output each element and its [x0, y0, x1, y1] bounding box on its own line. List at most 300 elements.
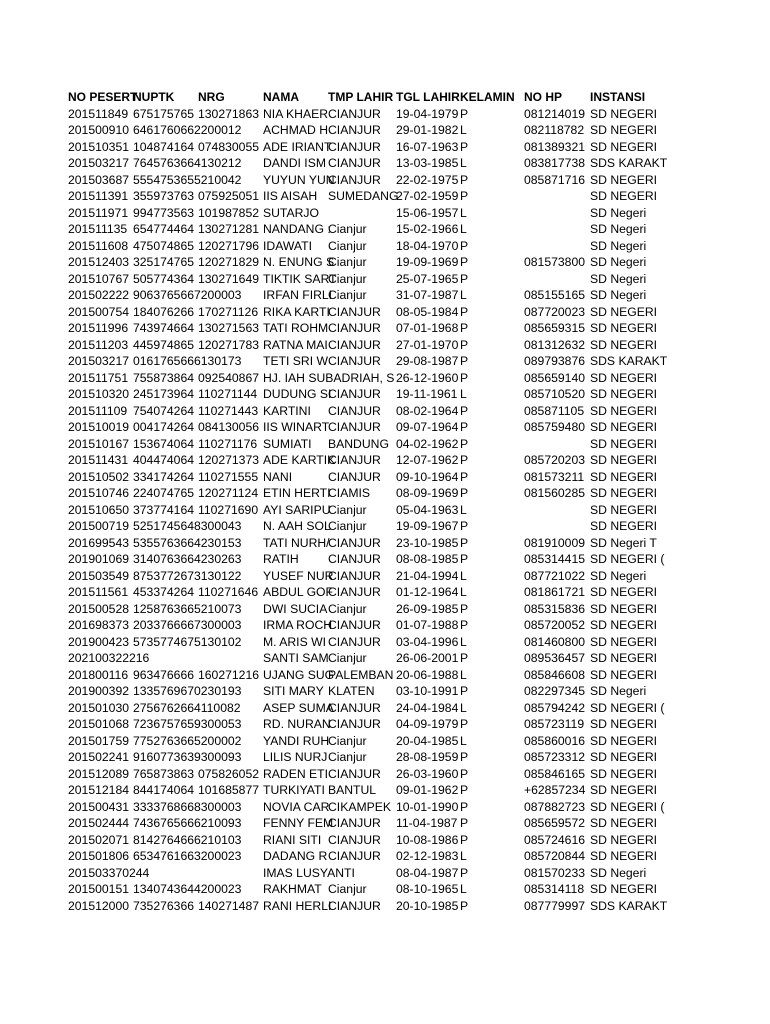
cell-nuptk[interactable]: 334174264	[133, 469, 195, 484]
header-tgl-lahir[interactable]: TGL LAHIR	[396, 90, 460, 104]
cell-nrg[interactable]: 075925051	[198, 189, 260, 203]
cell-no-peserta[interactable]: 201500528	[68, 601, 130, 616]
cell-kelamin[interactable]: L	[460, 882, 467, 896]
cell-nuptk[interactable]: 104874164	[133, 139, 195, 154]
cell-tgl-lahir[interactable]: 23-10-1985	[396, 535, 459, 550]
cell-nama[interactable]: IRFAN FIRLI	[263, 288, 333, 302]
cell-nrg[interactable]: 074830055	[198, 139, 260, 154]
cell-kelamin[interactable]: P	[460, 783, 469, 797]
cell-tmp-lahir[interactable]: CIANJUR	[328, 106, 381, 121]
cell-instansi[interactable]: SD Negeri	[590, 865, 647, 880]
cell-no-peserta[interactable]: 201503687	[68, 172, 130, 187]
cell-nama[interactable]: SUTARJO	[263, 205, 319, 220]
cell-instansi[interactable]: SD NEGERI	[590, 403, 658, 418]
cell-no-peserta[interactable]: 201512184	[68, 783, 130, 797]
cell-instansi[interactable]: SD NEGERI	[590, 519, 658, 533]
cell-instansi[interactable]: SDS KARAKT	[590, 156, 668, 170]
cell-tmp-lahir[interactable]: CIANJUR	[328, 618, 381, 632]
cell-tgl-lahir[interactable]: 26-03-1960	[396, 766, 459, 781]
cell-kelamin[interactable]: P	[460, 750, 469, 764]
cell-no-hp[interactable]: 082297345	[524, 684, 586, 698]
cell-nama[interactable]: RAKHMAT	[263, 882, 322, 896]
cell-instansi[interactable]: SD NEGERI	[590, 849, 658, 863]
cell-tgl-lahir[interactable]: 04-09-1979	[396, 717, 459, 731]
cell-tmp-lahir[interactable]: CIANJUR	[328, 139, 381, 154]
cell-nrg[interactable]: 130271281	[198, 222, 260, 236]
cell-nrg[interactable]: 120271373	[198, 453, 260, 467]
cell-nama[interactable]: NIA KHAER	[263, 106, 329, 121]
cell-nrg[interactable]: 084130056	[198, 420, 260, 434]
cell-tgl-lahir[interactable]: 20-10-1985	[396, 898, 459, 913]
cell-kelamin[interactable]: P	[460, 238, 469, 253]
cell-nuptk[interactable]: 754074264	[133, 403, 195, 418]
cell-nuptk[interactable]: 5554753655210042	[133, 172, 242, 187]
cell-no-hp[interactable]: 087721022	[524, 568, 586, 583]
cell-nuptk[interactable]: 373774164	[133, 502, 195, 517]
cell-instansi[interactable]: SD NEGERI	[590, 189, 658, 203]
cell-tmp-lahir[interactable]: CIANJUR	[328, 535, 381, 550]
cell-no-hp[interactable]: 085860016	[524, 733, 586, 748]
cell-tmp-lahir[interactable]: Cianjur	[328, 651, 367, 665]
cell-kelamin[interactable]: P	[460, 255, 469, 269]
cell-nama[interactable]: NANDANG :	[263, 222, 331, 236]
cell-tgl-lahir[interactable]: 26-06-2001	[396, 651, 459, 665]
cell-nuptk[interactable]: 5735774675130102	[133, 634, 242, 649]
cell-nrg[interactable]: 075826052	[198, 766, 260, 781]
cell-instansi[interactable]: SD NEGERI	[590, 882, 658, 896]
cell-nuptk[interactable]: 8142764666210103	[133, 832, 242, 847]
cell-no-hp[interactable]: 085315836	[524, 601, 586, 616]
cell-no-peserta[interactable]: 201500431	[68, 799, 130, 814]
cell-instansi[interactable]: SD NEGERI	[590, 387, 658, 401]
cell-no-peserta[interactable]: 201511431	[68, 453, 129, 467]
cell-kelamin[interactable]: P	[460, 816, 469, 830]
cell-nuptk[interactable]: 7752763665200002	[133, 733, 242, 748]
cell-no-hp[interactable]: 087779997	[524, 898, 586, 913]
cell-nrg[interactable]: 101987852	[198, 205, 260, 220]
cell-no-hp[interactable]: 085794242	[524, 700, 586, 715]
cell-kelamin[interactable]: P	[460, 717, 469, 731]
cell-no-hp[interactable]: 085720052	[524, 618, 586, 632]
cell-instansi[interactable]: SDS KARAKT	[590, 898, 668, 913]
cell-tgl-lahir[interactable]: 29-08-1987	[396, 354, 459, 368]
cell-nama[interactable]: HJ. IAH SUBADRIAH, S	[263, 370, 395, 385]
cell-tmp-lahir[interactable]: CIANJUR	[328, 403, 381, 418]
cell-tgl-lahir[interactable]: 22-02-1975	[396, 172, 459, 187]
cell-no-peserta[interactable]: 201510019	[68, 420, 130, 434]
cell-tgl-lahir[interactable]: 19-09-1967	[396, 519, 459, 533]
cell-no-peserta[interactable]: 201900423	[68, 634, 130, 649]
cell-no-hp[interactable]: 083817738	[524, 156, 586, 170]
cell-nuptk[interactable]: 6534761663200023	[133, 849, 242, 863]
cell-kelamin[interactable]: P	[460, 651, 469, 665]
cell-nuptk[interactable]: 963476666	[133, 667, 195, 682]
cell-no-peserta[interactable]: 201502222	[68, 288, 130, 302]
cell-no-peserta[interactable]: 201510167	[68, 436, 130, 451]
cell-tmp-lahir[interactable]: CIANJUR	[328, 552, 381, 566]
cell-instansi[interactable]: SD NEGERI	[590, 733, 658, 748]
cell-no-peserta[interactable]: 201511608	[68, 238, 129, 253]
cell-nama[interactable]: ADE IRIANT	[263, 139, 332, 154]
cell-instansi[interactable]: SD NEGERI	[590, 469, 658, 484]
cell-instansi[interactable]: SD NEGERI	[590, 172, 658, 187]
cell-kelamin[interactable]: L	[460, 568, 467, 583]
cell-nuptk[interactable]: 7236757659300053	[133, 717, 242, 731]
cell-no-peserta[interactable]: 201511996	[68, 321, 129, 335]
cell-nuptk[interactable]: 765873863	[133, 766, 195, 781]
cell-kelamin[interactable]: P	[460, 832, 469, 847]
cell-tmp-lahir[interactable]: Cianjur	[328, 882, 367, 896]
cell-instansi[interactable]: SD Negeri T	[590, 535, 657, 550]
cell-kelamin[interactable]: P	[460, 601, 469, 616]
cell-no-hp[interactable]: 085659315	[524, 321, 586, 335]
cell-no-hp[interactable]: 081389321	[524, 139, 586, 154]
cell-tgl-lahir[interactable]: 03-10-1991	[396, 684, 459, 698]
cell-tmp-lahir[interactable]: CIANJUR	[328, 634, 381, 649]
cell-instansi[interactable]: SD Negeri	[590, 205, 647, 220]
cell-no-hp[interactable]: 081214019	[524, 106, 586, 121]
cell-kelamin[interactable]: P	[460, 403, 469, 418]
cell-nama[interactable]: RATIH	[263, 552, 299, 566]
cell-no-hp[interactable]: 085723312	[524, 750, 586, 764]
cell-nuptk[interactable]: 1340743644200023	[133, 882, 242, 896]
cell-nuptk[interactable]: 0161765666130173	[133, 354, 242, 368]
cell-tmp-lahir[interactable]: CIANJUR	[328, 321, 381, 335]
header-instansi[interactable]: INSTANSI	[590, 90, 646, 104]
cell-tgl-lahir[interactable]: 29-01-1982	[396, 123, 459, 137]
cell-kelamin[interactable]: L	[460, 849, 467, 863]
cell-nuptk[interactable]: 445974865	[133, 337, 195, 352]
cell-tgl-lahir[interactable]: 04-02-1962	[396, 436, 459, 451]
cell-instansi[interactable]: SD NEGERI	[590, 304, 658, 319]
cell-no-peserta[interactable]: 201500719	[68, 519, 130, 533]
header-no-peserta[interactable]: NO PESERT	[68, 90, 138, 104]
cell-kelamin[interactable]: P	[460, 684, 469, 698]
cell-nama[interactable]: RATNA MAI	[263, 337, 328, 352]
cell-tmp-lahir[interactable]: PALEMBAN	[328, 667, 394, 682]
cell-no-hp[interactable]: 081312632	[524, 337, 586, 352]
cell-tgl-lahir[interactable]: 16-07-1963	[396, 139, 459, 154]
cell-nama[interactable]: FENNY FEM	[263, 816, 334, 830]
cell-nuptk[interactable]: 1335769670230193	[133, 684, 242, 698]
cell-tmp-lahir[interactable]: CIANJUR	[328, 766, 381, 781]
cell-instansi[interactable]: SD NEGERI	[590, 783, 658, 797]
cell-nama[interactable]: TIKTIK SART	[263, 271, 337, 286]
cell-nuptk[interactable]: 3333768668300003	[133, 799, 242, 814]
cell-no-peserta[interactable]: 201512000	[68, 898, 130, 913]
cell-tmp-lahir[interactable]: SUMEDANG	[328, 189, 399, 203]
cell-tgl-lahir[interactable]: 19-04-1979	[396, 106, 459, 121]
cell-tgl-lahir[interactable]: 20-04-1985	[396, 733, 459, 748]
cell-no-peserta[interactable]: 201502241	[68, 750, 130, 764]
cell-tgl-lahir[interactable]: 26-12-1960	[396, 370, 459, 385]
cell-instansi[interactable]: SD NEGERI	[590, 717, 658, 731]
cell-kelamin[interactable]: L	[460, 205, 467, 220]
cell-nuptk[interactable]: 9063765667200003	[133, 288, 242, 302]
cell-kelamin[interactable]: P	[460, 519, 469, 533]
cell-nuptk[interactable]: 355973763	[133, 189, 195, 203]
cell-tmp-lahir[interactable]: CIANJUR	[328, 849, 381, 863]
cell-nama[interactable]: YUSEF NUR	[263, 568, 334, 583]
cell-kelamin[interactable]: P	[460, 898, 469, 913]
cell-tgl-lahir[interactable]: 13-03-1985	[396, 156, 459, 170]
cell-tmp-lahir[interactable]: CIANJUR	[328, 898, 381, 913]
cell-nrg[interactable]: 130271563	[198, 321, 260, 335]
cell-nrg[interactable]: 110271646	[198, 585, 259, 599]
cell-nama[interactable]: SANTI SAM	[263, 651, 329, 665]
cell-instansi[interactable]: SD Negeri	[590, 684, 647, 698]
cell-tgl-lahir[interactable]: 08-08-1985	[396, 552, 459, 566]
cell-nama[interactable]: IIS WINART	[263, 420, 330, 434]
cell-instansi[interactable]: SD NEGERI	[590, 750, 658, 764]
cell-nama[interactable]: RD. NURAN	[263, 717, 331, 731]
cell-tmp-lahir[interactable]: CIANJUR	[328, 420, 381, 434]
cell-instansi[interactable]: SD NEGERI	[590, 486, 658, 500]
cell-tmp-lahir[interactable]: Cianjur	[328, 733, 367, 748]
cell-instansi[interactable]: SD NEGERI	[590, 420, 658, 434]
cell-nuptk[interactable]: 9160773639300093	[133, 750, 242, 764]
cell-instansi[interactable]: SD NEGERI	[590, 370, 658, 385]
cell-nuptk[interactable]: 994773563	[133, 205, 195, 220]
cell-kelamin[interactable]: P	[460, 271, 469, 286]
cell-no-hp[interactable]: 085723119	[524, 717, 585, 731]
cell-nuptk[interactable]: 8753772673130122	[133, 568, 242, 583]
cell-kelamin[interactable]: L	[460, 733, 467, 748]
cell-nuptk[interactable]: 505774364	[133, 271, 195, 286]
cell-nuptk[interactable]: 224074765	[133, 486, 195, 500]
cell-no-peserta[interactable]: 201699543	[68, 535, 130, 550]
cell-kelamin[interactable]: P	[460, 535, 469, 550]
cell-tgl-lahir[interactable]: 09-10-1964	[396, 469, 459, 484]
header-nuptk[interactable]: NUPTK	[133, 90, 175, 104]
cell-tgl-lahir[interactable]: 05-04-1963	[396, 502, 459, 517]
cell-nuptk[interactable]: 6461760662200012	[133, 123, 242, 137]
cell-kelamin[interactable]: P	[460, 453, 469, 467]
cell-kelamin[interactable]: P	[460, 139, 469, 154]
header-nama[interactable]: NAMA	[263, 90, 299, 104]
cell-kelamin[interactable]: L	[460, 288, 467, 302]
cell-no-peserta[interactable]: 201500151	[68, 882, 130, 896]
cell-tmp-lahir[interactable]: Cianjur	[328, 288, 367, 302]
cell-no-peserta[interactable]: 201511203	[68, 337, 129, 352]
cell-nrg[interactable]: 101685877	[198, 783, 260, 797]
cell-no-hp[interactable]: 085314118	[524, 882, 585, 896]
cell-no-peserta[interactable]: 201510767	[68, 271, 130, 286]
cell-instansi[interactable]: SD Negeri	[590, 222, 647, 236]
cell-tmp-lahir[interactable]: CIANJUR	[328, 816, 381, 830]
cell-nama[interactable]: NOVIA CAR	[263, 799, 330, 814]
cell-no-hp[interactable]: 085155165	[524, 288, 586, 302]
cell-instansi[interactable]: SD NEGERI	[590, 634, 658, 649]
cell-no-hp[interactable]: 081573800	[524, 255, 586, 269]
cell-tgl-lahir[interactable]: 08-09-1969	[396, 486, 459, 500]
header-kelamin[interactable]: KELAMIN	[460, 90, 515, 104]
cell-kelamin[interactable]: L	[460, 634, 467, 649]
cell-tgl-lahir[interactable]: 10-08-1986	[396, 832, 459, 847]
cell-no-peserta[interactable]: 201500910	[68, 123, 130, 137]
cell-tgl-lahir[interactable]: 08-10-1965	[396, 882, 459, 896]
cell-instansi[interactable]: SD NEGERI (	[590, 552, 665, 566]
cell-tgl-lahir[interactable]: 09-07-1964	[396, 420, 459, 434]
cell-tgl-lahir[interactable]: 01-12-1964	[396, 585, 459, 599]
cell-tmp-lahir[interactable]: CIANJUR	[328, 387, 381, 401]
cell-tgl-lahir[interactable]: 12-07-1962	[396, 453, 459, 467]
cell-tmp-lahir[interactable]: CIANJUR	[328, 453, 381, 467]
cell-no-peserta[interactable]: 201511971	[68, 205, 129, 220]
cell-instansi[interactable]: SD Negeri	[590, 238, 647, 253]
cell-nuptk[interactable]: 7645763664130212	[133, 156, 242, 170]
cell-tmp-lahir[interactable]: CIANJUR	[328, 832, 381, 847]
cell-instansi[interactable]: SD NEGERI	[590, 123, 658, 137]
cell-no-peserta[interactable]: 201511751	[68, 370, 129, 385]
cell-tmp-lahir[interactable]: CIANJUR	[328, 700, 381, 715]
cell-no-peserta[interactable]: 201900392	[68, 684, 130, 698]
cell-no-peserta[interactable]: 201510502	[68, 469, 130, 484]
cell-nama[interactable]: M. ARIS WI	[263, 634, 326, 649]
cell-nrg[interactable]: 110271144	[198, 387, 258, 401]
cell-nama[interactable]: TATI NURH/	[263, 535, 330, 550]
cell-tmp-lahir[interactable]: Cianjur	[328, 502, 367, 517]
cell-instansi[interactable]: SD NEGERI	[590, 816, 658, 830]
cell-no-peserta[interactable]: 201511391	[68, 189, 129, 203]
cell-no-peserta[interactable]: 201503370244	[68, 865, 150, 880]
cell-no-hp[interactable]: 085846165	[524, 766, 586, 781]
header-tmp-lahir[interactable]: TMP LAHIR	[328, 90, 394, 104]
cell-no-hp[interactable]: 085871716	[524, 172, 586, 187]
cell-no-hp[interactable]: 085710520	[524, 387, 586, 401]
cell-instansi[interactable]: SD NEGERI (	[590, 700, 665, 715]
cell-no-hp[interactable]: 085659572	[524, 816, 586, 830]
cell-nama[interactable]: RADEN ETI	[263, 766, 329, 781]
cell-tgl-lahir[interactable]: 28-08-1959	[396, 750, 459, 764]
cell-nuptk[interactable]: 325174765	[133, 255, 195, 269]
cell-no-peserta[interactable]: 201800116	[68, 667, 129, 682]
cell-nuptk[interactable]: 844174064	[133, 783, 195, 797]
cell-tmp-lahir[interactable]: CIANJUR	[328, 156, 381, 170]
cell-kelamin[interactable]: P	[460, 106, 469, 121]
cell-no-peserta[interactable]: 201500754	[68, 304, 130, 319]
cell-instansi[interactable]: SD NEGERI	[590, 139, 658, 154]
cell-instansi[interactable]: SD NEGERI	[590, 337, 658, 352]
cell-tgl-lahir[interactable]: 10-01-1990	[396, 799, 459, 814]
cell-tmp-lahir[interactable]: Cianjur	[328, 601, 367, 616]
cell-nama[interactable]: ABDUL GOF	[263, 585, 333, 599]
cell-no-peserta[interactable]: 201510320	[68, 387, 130, 401]
cell-tgl-lahir[interactable]: 21-04-1994	[396, 568, 459, 583]
cell-instansi[interactable]: SD NEGERI	[590, 618, 658, 632]
cell-instansi[interactable]: SD NEGERI	[590, 585, 658, 599]
cell-nama[interactable]: TETI SRI W	[263, 354, 328, 368]
cell-nuptk[interactable]: 1258763665210073	[133, 601, 242, 616]
cell-kelamin[interactable]: P	[460, 304, 469, 319]
cell-kelamin[interactable]: L	[460, 156, 467, 170]
cell-nama[interactable]: AYI SARIPU	[263, 502, 331, 517]
cell-nuptk[interactable]: 735276366	[133, 898, 195, 913]
cell-tmp-lahir[interactable]: CIANJUR	[328, 585, 381, 599]
cell-no-hp[interactable]: 081570233	[524, 865, 586, 880]
cell-nuptk[interactable]: 2033766667300003	[133, 618, 242, 632]
cell-nrg[interactable]: 110271555	[198, 469, 259, 484]
header-no-hp[interactable]: NO HP	[524, 90, 563, 104]
cell-no-hp[interactable]: 089793876	[524, 354, 586, 368]
cell-no-peserta[interactable]: 201503217	[68, 354, 130, 368]
cell-tgl-lahir[interactable]: 26-09-1985	[396, 601, 459, 616]
cell-no-hp[interactable]: 087882723	[524, 799, 586, 814]
cell-tmp-lahir[interactable]: CIAMIS	[328, 486, 370, 500]
cell-nuptk[interactable]: 475074865	[133, 238, 195, 253]
cell-nama[interactable]: ACHMAD H	[263, 123, 329, 137]
cell-nrg[interactable]: 140271487	[198, 898, 260, 913]
cell-tmp-lahir[interactable]: Cianjur	[328, 271, 367, 286]
cell-tgl-lahir[interactable]: 20-06-1988	[396, 667, 459, 682]
cell-tgl-lahir[interactable]: 15-02-1966	[396, 222, 459, 236]
cell-instansi[interactable]: SD NEGERI	[590, 502, 658, 517]
cell-instansi[interactable]: SD Negeri	[590, 568, 647, 583]
cell-instansi[interactable]: SD NEGERI	[590, 832, 658, 847]
cell-instansi[interactable]: SD NEGERI	[590, 766, 658, 781]
cell-tgl-lahir[interactable]: 03-04-1996	[396, 634, 459, 649]
cell-instansi[interactable]: SD Negeri	[590, 271, 647, 286]
cell-tgl-lahir[interactable]: 08-04-1987	[396, 865, 459, 880]
cell-nuptk[interactable]: 7436765666210093	[133, 816, 242, 830]
cell-nrg[interactable]: 120271796	[198, 238, 260, 253]
cell-nama[interactable]: UJANG SUG	[263, 667, 335, 682]
cell-tmp-lahir[interactable]: KLATEN	[328, 684, 375, 698]
cell-no-peserta[interactable]: 202100322216	[68, 651, 150, 665]
cell-nuptk[interactable]: 153674064	[133, 436, 195, 451]
cell-no-hp[interactable]: 085846608	[524, 667, 586, 682]
cell-kelamin[interactable]: P	[460, 337, 469, 352]
cell-nrg[interactable]: 092540867	[198, 370, 260, 385]
cell-nuptk[interactable]: 675175765	[133, 106, 195, 121]
cell-no-peserta[interactable]: 201901069	[68, 552, 130, 566]
cell-no-peserta[interactable]: 201502444	[68, 816, 130, 830]
cell-tmp-lahir[interactable]: Cianjur	[328, 222, 367, 236]
cell-instansi[interactable]: SD NEGERI	[590, 321, 658, 335]
cell-nuptk[interactable]: 404474064	[133, 453, 195, 467]
cell-nrg[interactable]: 120271829	[198, 255, 260, 269]
cell-tgl-lahir[interactable]: 27-02-1959	[396, 189, 459, 203]
cell-kelamin[interactable]: P	[460, 799, 469, 814]
cell-nrg[interactable]: 170271126	[198, 304, 259, 319]
cell-no-peserta[interactable]: 201510650	[68, 502, 130, 517]
cell-nama[interactable]: N. AAH SOL	[263, 519, 331, 533]
cell-no-peserta[interactable]: 201501068	[68, 717, 130, 731]
cell-no-hp[interactable]: 081560285	[524, 486, 586, 500]
cell-nama[interactable]: KARTINI	[263, 403, 311, 418]
cell-tmp-lahir[interactable]: Cianjur	[328, 519, 367, 533]
cell-no-hp[interactable]: 085759480	[524, 420, 586, 434]
cell-nuptk[interactable]: 245173964	[133, 387, 195, 401]
cell-no-peserta[interactable]: 201510746	[68, 486, 130, 500]
cell-kelamin[interactable]: P	[460, 766, 469, 781]
cell-nrg[interactable]: 110271690	[198, 502, 259, 517]
cell-tmp-lahir[interactable]: CIANJUR	[328, 172, 381, 187]
cell-no-hp[interactable]: 085724616	[524, 832, 586, 847]
cell-instansi[interactable]: SD Negeri	[590, 288, 647, 302]
cell-tgl-lahir[interactable]: 02-12-1983	[396, 849, 459, 863]
cell-kelamin[interactable]: P	[460, 354, 469, 368]
cell-no-peserta[interactable]: 201512089	[68, 766, 130, 781]
cell-tgl-lahir[interactable]: 01-07-1988	[396, 618, 459, 632]
cell-nama[interactable]: SUMIATI	[263, 436, 312, 451]
cell-no-peserta[interactable]: 201501759	[68, 733, 130, 748]
cell-tgl-lahir[interactable]: 19-11-1961	[396, 387, 458, 401]
cell-kelamin[interactable]: L	[460, 222, 467, 236]
cell-no-peserta[interactable]: 201510351	[68, 139, 130, 154]
cell-instansi[interactable]: SDS KARAKT	[590, 354, 668, 368]
cell-tmp-lahir[interactable]: BANTUL	[328, 783, 377, 797]
